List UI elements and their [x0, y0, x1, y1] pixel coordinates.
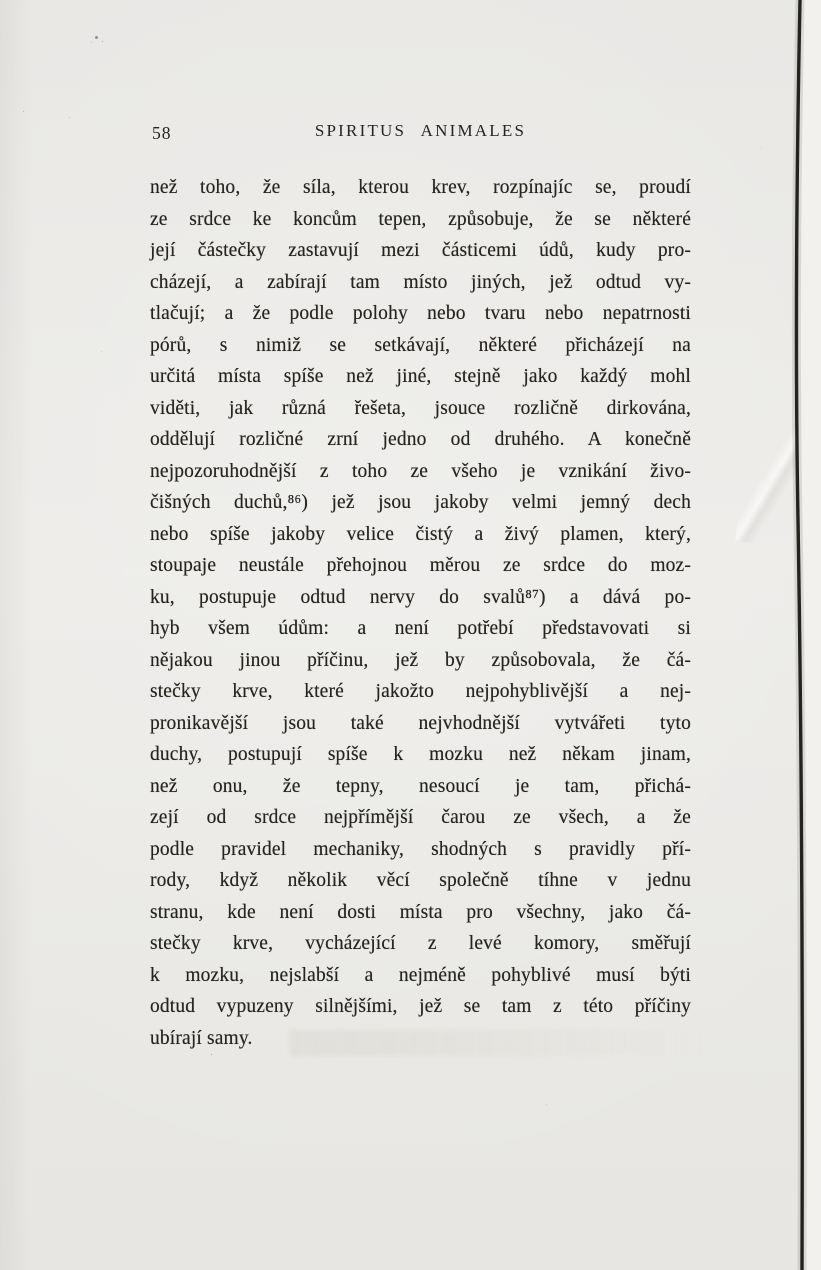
page-header — [150, 121, 691, 147]
ink-bleed-through — [290, 1030, 710, 1056]
body-line: nějakou jinou příčinu, jež by způsobovala, že čá- — [150, 649, 691, 671]
body-line: odtud vypuzeny silnějšími, jež se tam z této příčiny — [150, 996, 691, 1017]
body-line: k mozku, nejslabší a nejméně pohyblivé musí býti — [150, 964, 691, 986]
body-line: určitá místa spíše než jiné, stejně jako každý mohl — [150, 366, 691, 387]
body-line: nejpozoruhodnější z toho ze všeho je vznikání živo- — [150, 460, 691, 482]
paper-specks — [0, 0, 3, 3]
body-line: stečky krve, které jakožto nejpohyblivější a nej- — [150, 681, 691, 702]
running-header-title: SPIRITUS ANIMALES — [314, 121, 527, 140]
body-line: oddělují rozličné zrní jedno od druhého. A konečně — [150, 429, 691, 450]
body-line: zejí od srdce nejpřímější čarou ze všech, a že — [150, 807, 691, 828]
body-line: ubírají samy. — [150, 1027, 253, 1049]
body-line: rody, když několik věcí společně tíhne v jednu — [150, 870, 691, 891]
body-line: stoupaje neustále přehojnou měrou ze srdce do moz- — [150, 555, 691, 576]
body-line: viděti, jak různá řešeta, jsouce rozličně dirkována, — [150, 397, 691, 419]
body-line: nebo spíše jakoby velice čistý a živý plamen, který, — [150, 523, 691, 545]
body-text-block — [150, 172, 691, 1054]
body-line: podle pravidel mechaniky, shodných s pravidly pří- — [150, 838, 691, 860]
page-edge-line — [797, 0, 803, 1270]
edge-soft-shadow — [797, 0, 803, 1270]
body-line: než onu, že tepny, nesoucí je tam, přichá- — [150, 775, 691, 797]
body-line: než toho, že síla, kterou krev, rozpínajíc se, proudí — [150, 177, 691, 198]
body-line: pórů, s nimiž se setkávají, některé přicházejí na — [150, 334, 691, 356]
body-line: stečky krve, vycházející z levé komory, směřují — [150, 933, 691, 954]
page-number: 58 — [152, 123, 172, 143]
body-line: ku, postupuje odtud nervy do svalů⁸⁷) a dává po- — [150, 586, 691, 608]
body-line: tlačují; a že podle polohy nebo tvaru nebo nepatrnosti — [150, 303, 691, 324]
body-line: ze srdce ke koncům tepen, způsobuje, že se některé — [150, 208, 691, 230]
outside-strip — [797, 0, 821, 1270]
body-line: čišných duchů,⁸⁶) jež jsou jakoby velmi jemný dech — [150, 492, 691, 513]
body-line: pronikavější jsou také nejvhodnější vytvářeti tyto — [150, 712, 691, 734]
paper-crease — [735, 392, 820, 548]
body-line: duchy, postupují spíše k mozku než někam jinam, — [150, 744, 691, 765]
body-line: stranu, kde není dosti místa pro všechny, jako čá- — [150, 901, 691, 923]
body-line: cházejí, a zabírají tam místo jiných, jež odtud vy- — [150, 271, 691, 293]
body-line: hyb všem údům: a není potřebí představovati si — [150, 618, 691, 639]
body-line: její částečky zastavují mezi částicemi údů, kudy pro- — [150, 240, 691, 261]
